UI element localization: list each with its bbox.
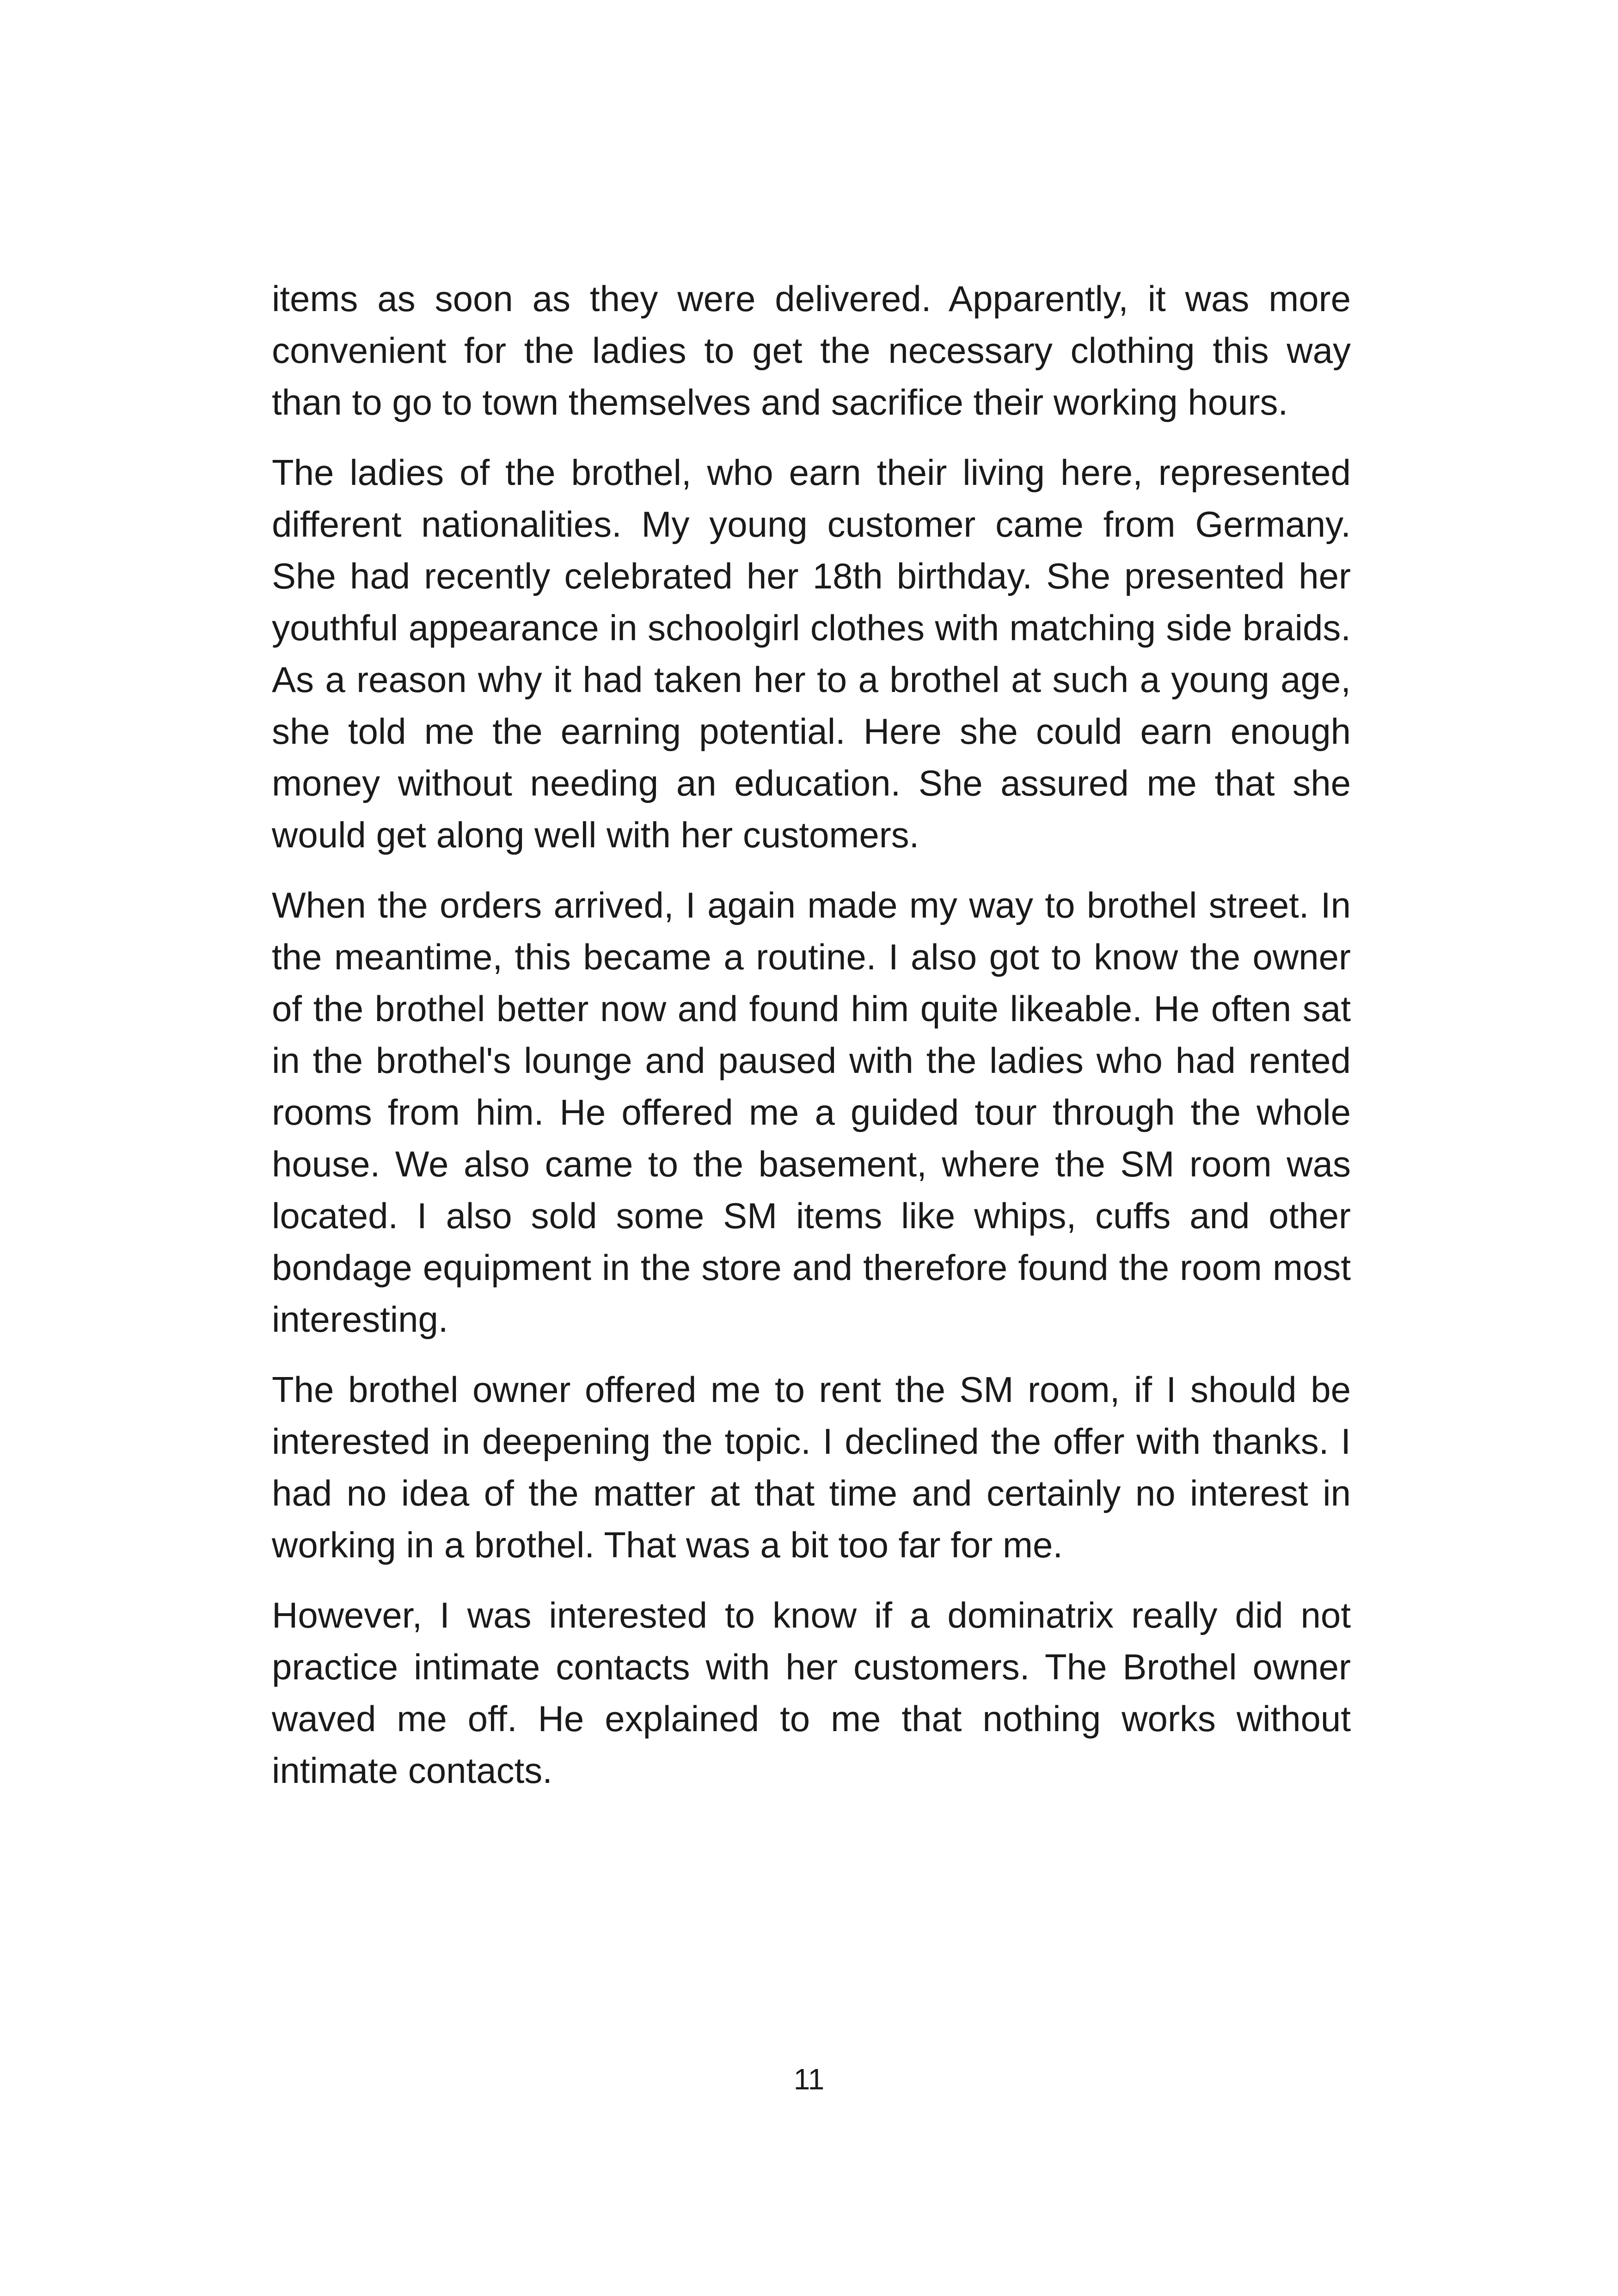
page-number: 11	[793, 2063, 825, 2096]
paragraph-4: The brothel owner offered me to rent the SM room, if I should be interested in deepening the topic. I declined the offer with thanks. I had no idea of the matter at that time and certainly no interest in working in a brothel. That was a bit too far for me.	[272, 1369, 1351, 1565]
paragraph-3: When the orders arrived, I again made my way to brothel street. In the meantime, this became a routine. I also got to know the owner of the brothel better now and found him quite likeable. He often sat in the brothel's lounge and paused with the ladies who had rented rooms from him. He offered me a guided tour through the whole house. We also came to the basement, where the SM room was located. I also sold some SM items like whips, cuffs and other bondage equipment in the store and therefore found the room most interesting.	[272, 885, 1351, 1340]
paragraph-1: items as soon as they were delivered. Apparently, it was more convenient for the ladies to get the necessary clothing this way than to go to town themselves and sacrifice their working hours.	[272, 278, 1351, 422]
paragraph-2: The ladies of the brothel, who earn their living here, represented different nationalities. My young customer came from Germany. She had recently celebrated her 18th birthday. She presented her youthful appearance in schoolgirl clothes with matching side braids. As a reason why it had taken her to a brothel at such a young age, she told me the earning potential. Here she could earn enough money without needing an education. She assured me that she would get along well with her customers.	[272, 452, 1351, 855]
paragraph-5: However, I was interested to know if a dominatrix really did not practice intimate contacts with her customers. The Brothel owner waved me off. He explained to me that nothing works without intimate contacts.	[272, 1595, 1351, 1791]
body-text	[272, 273, 1351, 1815]
